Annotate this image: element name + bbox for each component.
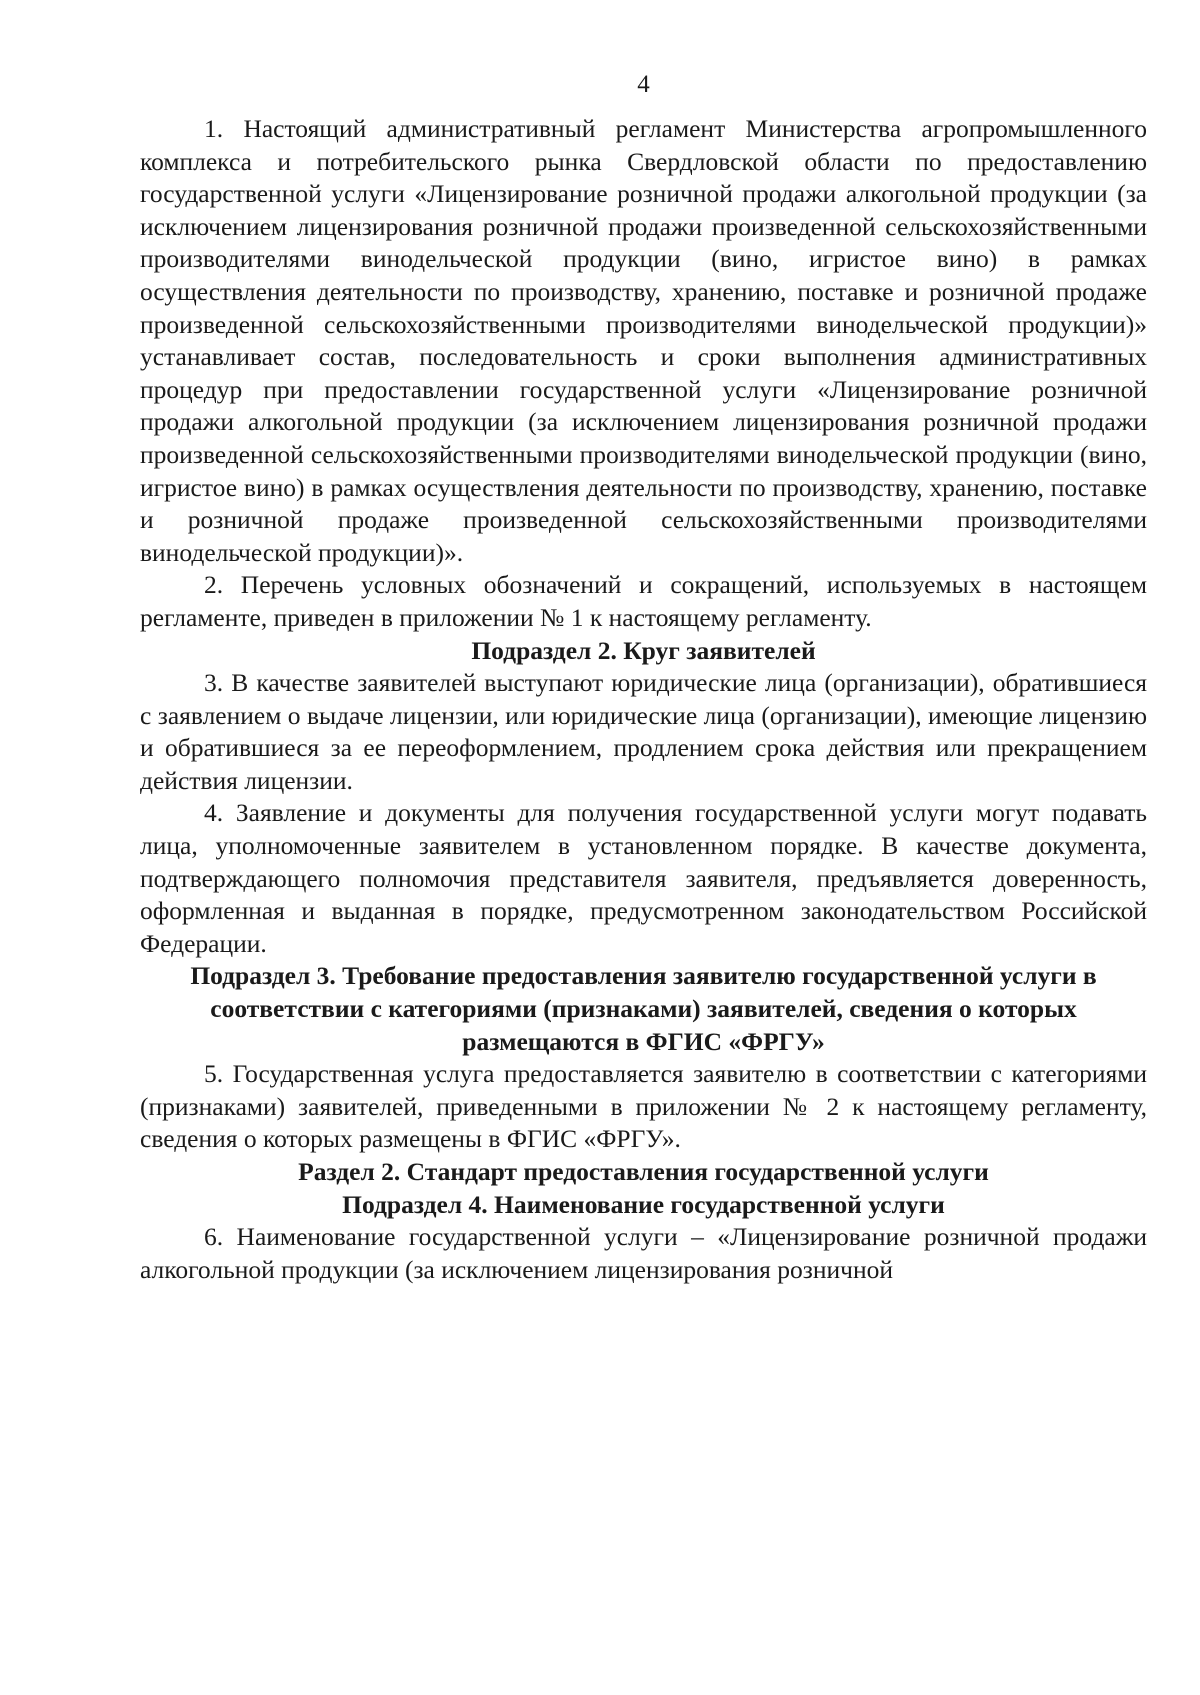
heading-section-2: Раздел 2. Стандарт предоставления государственной услуги (298, 1157, 989, 1186)
heading-subsection-2: Подраздел 2. Круг заявителей (471, 635, 816, 665)
paragraph-3: 3. В качестве заявителей выступают юридические лица (организации), обратившиеся с заявлением о выдаче лицензии, или юридические лица (организации), имеющие лицензию и обратившиеся за ее переоформлением, продлением срока действия или прекращением действия лицензии. (140, 668, 1147, 795)
page-number: 4 (637, 71, 650, 98)
paragraph-6: 6. Наименование государственной услуги – «Лицензирование розничной продажи алкогольной продукции (за исключением лицензирования розничной (140, 1222, 1147, 1284)
paragraph-5: 5. Государственная услуга предоставляется заявителю в соответствии с категориями (признаками) заявителей, приведенными в приложении № 2 к настоящему регламенту, сведения о которых размещены в ФГИС «ФРГУ». (140, 1059, 1147, 1154)
heading-subsection-3: Подраздел 3. Требование предоставления заявителю государственной услуги в соответствии с категориями (признаками) заявителей, сведения о которых размещаются в ФГИС «ФРГУ» (190, 961, 1097, 1056)
paragraph-1: 1. Настоящий административный регламент Министерства агропромышленного комплекса и потребительского рынка Свердловской области по предоставлению государственной услуги «Лицензирование розничной продажи алкогольной продукции (за исключением лицензирования розничной продажи произведенной сельскохозяйственными производителями винодельческой продукции (вино, игристое вино) в рамках осуществления деятельности по производству, хранению, поставке и розничной продаже произведенной сельскохозяйственными производителями винодельческой продукции)» устанавливает состав, последовательность и сроки выполнения административных процедур при предоставлении государственной услуги «Лицензирование розничной продажи алкогольной продукции (за исключением лицензирования розничной продажи произведенной сельскохозяйственными производителями винодельческой продукции (вино, игристое вино) в рамках осуществления деятельности по производству, хранению, поставке и розничной продаже произведенной сельскохозяйственными производителями винодельческой продукции)». (140, 114, 1147, 567)
heading-subsection-4: Подраздел 4. Наименование государственной услуги (342, 1189, 945, 1219)
paragraph-2: 2. Перечень условных обозначений и сокращений, используемых в настоящем регламенте, приведен в приложении № 1 к настоящему регламенту. (140, 570, 1147, 632)
paragraph-4: 4. Заявление и документы для получения государственной услуги могут подавать лица, уполномоченные заявителем в установленном порядке. В качестве документа, подтверждающего полномочия представителя заявителя, предъявляется доверенность, оформленная и выданная в порядке, предусмотренном законодательством Российской Федерации. (140, 798, 1147, 958)
document-body (140, 113, 1147, 1286)
